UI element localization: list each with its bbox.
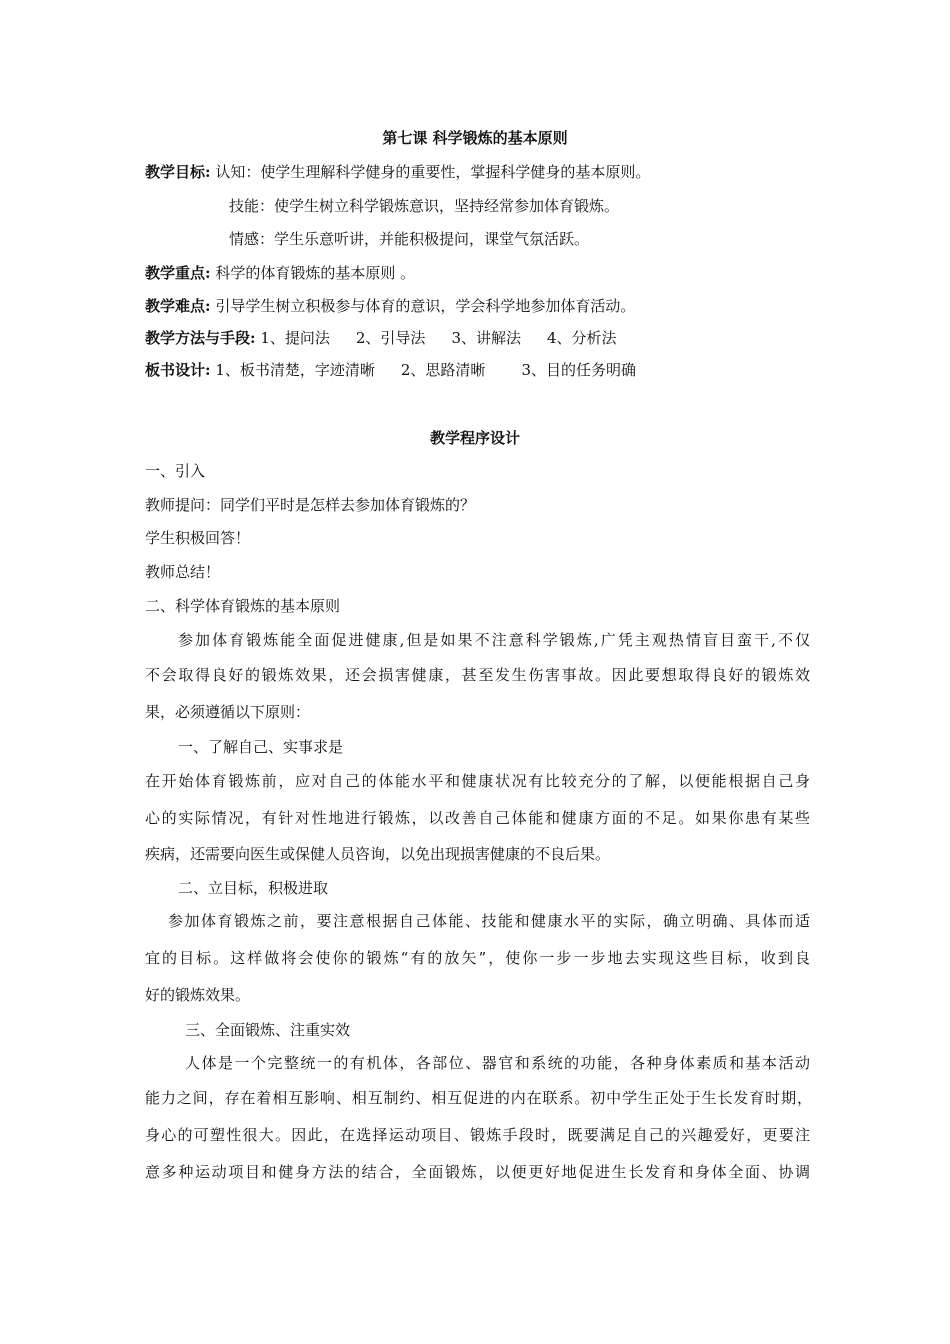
intro-heading: 一、引入 — [145, 462, 206, 480]
method-item: 1、提问法 — [260, 329, 330, 347]
board-label: 板书设计 — [145, 361, 206, 379]
methods-label: 教学方法与手段 — [145, 329, 251, 347]
key-point-row — [145, 263, 415, 283]
principle-3-heading: 三、全面锻炼、注重实效 — [185, 1021, 351, 1039]
paragraph-line: 疾病，还需要向医生或保健人员咨询，以免出现损害健康的不良后果。 — [145, 845, 611, 863]
method-item: 4、分析法 — [546, 329, 617, 347]
difficulty-text: 引导学生树立积极参与体育的意识，学会科学地参加体育活动。 — [215, 297, 636, 315]
intro-answer: 学生积极回答！ — [145, 529, 251, 547]
paragraph-line: 果，必须遵循以下原则： — [145, 703, 311, 721]
page-title: 第七课 科学锻炼的基本原则 — [382, 129, 568, 147]
objective-cognitive: 认知：使学生理解科学健身的重要性，掌握科学健身的基本原则。 — [215, 163, 651, 181]
objectives-row — [145, 162, 650, 182]
key-point-text: 科学的体育锻炼的基本原则 。 — [215, 264, 416, 282]
objectives-label: 教学目标 — [145, 163, 206, 181]
board-item: 3、目的任务明确 — [521, 361, 636, 379]
objective-emotion: 情感：学生乐意听讲，并能积极提问，课堂气氛活跃。 — [229, 230, 590, 248]
paragraph-line: 身心的可塑性很大。因此，在选择运动项目、锻炼手段时，既要满足自己的兴趣爱好，更要注 — [145, 1126, 810, 1144]
label-colon: : — [205, 297, 211, 315]
paragraph-line: 意多种运动项目和健身方法的结合，全面锻炼，以便更好地促进生长发育和身体全面、协调 — [145, 1163, 810, 1181]
board-row — [145, 360, 636, 380]
method-item: 2、引导法 — [355, 329, 426, 347]
paragraph-line: 心的实际情况，有针对性地进行锻炼，以改善自己体能和健康方面的不足。如果你患有某些 — [145, 809, 810, 827]
principles-heading: 二、科学体育锻炼的基本原则 — [145, 597, 341, 615]
label-colon: : — [205, 361, 211, 379]
board-item: 1、板书清楚，字迹清晰 — [215, 361, 375, 379]
section-title: 教学程序设计 — [429, 429, 520, 447]
intro-question: 教师提问：同学们平时是怎样去参加体育锻炼的？ — [145, 496, 476, 514]
key-point-label: 教学重点 — [145, 264, 206, 282]
difficulty-label: 教学难点 — [145, 297, 206, 315]
paragraph-line: 参加体育锻炼之前，要注意根据自己体能、技能和健康水平的实际，确立明确、具体而适 — [168, 912, 810, 930]
label-colon: : — [205, 264, 211, 282]
objective-skill: 技能：使学生树立科学锻炼意识，坚持经常参加体育锻炼。 — [229, 197, 620, 215]
principle-2-heading: 二、立目标，积极进取 — [178, 879, 329, 897]
label-colon: : — [250, 329, 256, 347]
paragraph-line: 在开始体育锻炼前，应对自己的体能水平和健康状况有比较充分的了解，以便能根据自己身 — [145, 772, 810, 790]
paragraph-line: 人体是一个完整统一的有机体，各部位、器官和系统的功能，各种身体素质和基本活动 — [185, 1054, 810, 1072]
method-item: 3、讲解法 — [451, 329, 521, 347]
paragraph-line: 好的锻炼效果。 — [145, 986, 251, 1004]
paragraph-line: 不会取得良好的锻炼效果，还会损害健康，甚至发生伤害事故。因此要想取得良好的锻炼效 — [145, 666, 810, 684]
paragraph-line: 宜的目标。这样做将会使你的锻炼“有的放矢”，使你一步一步地去实现这些目标，收到良 — [145, 949, 810, 967]
difficulty-row — [145, 296, 635, 316]
label-colon: : — [205, 163, 211, 181]
principle-1-heading: 一、了解自己、实事求是 — [178, 738, 344, 756]
intro-summary: 教师总结！ — [145, 563, 221, 581]
board-item: 2、思路清晰 — [400, 361, 486, 379]
paragraph-line: 参加体育锻炼能全面促进健康,但是如果不注意科学锻炼,广凭主观热情盲目蛮干,不仅 — [178, 631, 810, 649]
methods-row — [145, 328, 617, 348]
paragraph-line: 能力之间，存在着相互影响、相互制约、相互促进的内在联系。初中学生正处于生长发育时期， — [145, 1089, 812, 1107]
